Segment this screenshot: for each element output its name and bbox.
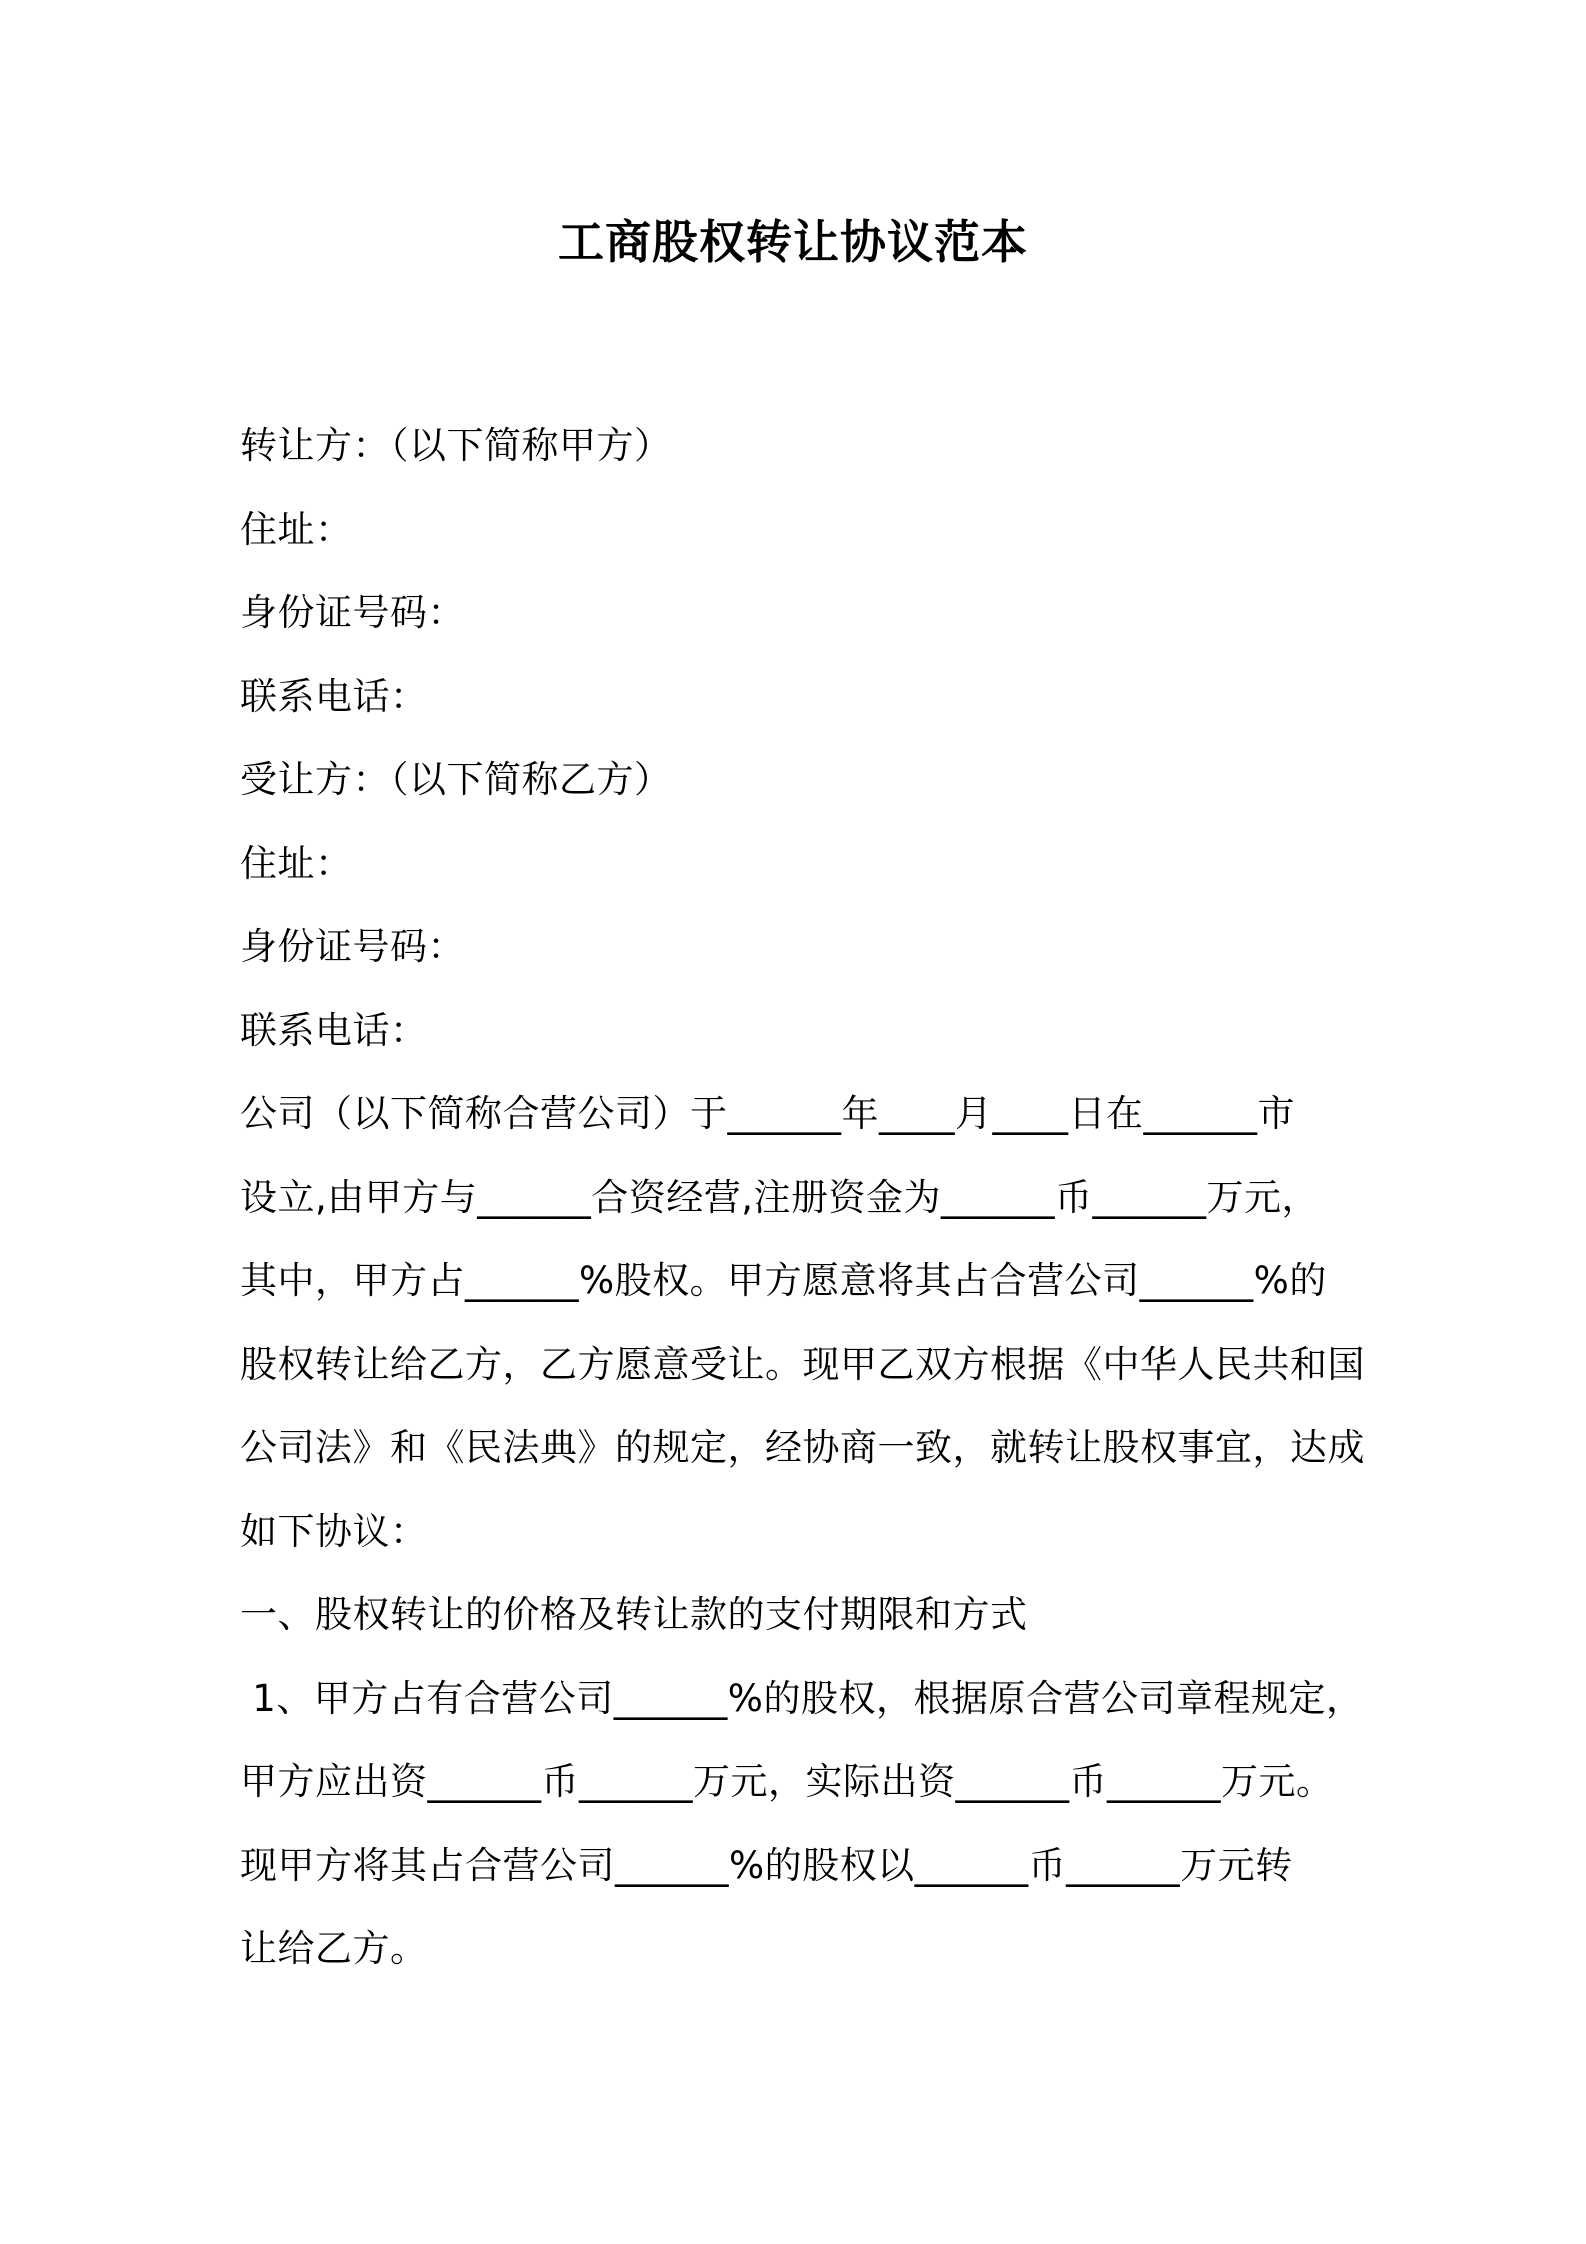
clause-line: 让给乙方。 <box>240 1927 428 1970</box>
transferee-id-line: 身份证号码： <box>240 925 465 968</box>
transferor-phone-line: 联系电话： <box>240 674 428 718</box>
clause-line: 1、甲方占有合营公司______%的股权，根据原合营公司章程规定， <box>240 1676 1364 1720</box>
paragraph-line: 设立,由甲方与______合资经营,注册资金为______币______万元， <box>240 1175 1320 1219</box>
transferor-id-line: 身份证号码： <box>240 591 465 634</box>
paragraph-line: 其中，甲方占______%股权。甲方愿意将其占合营公司______%的 <box>240 1259 1327 1302</box>
transferor-address-line: 住址： <box>240 507 353 551</box>
transferee-phone-line: 联系电话： <box>240 1008 428 1052</box>
section-heading: 一、股权转让的价格及转让款的支付期限和方式 <box>240 1593 1028 1636</box>
transferee-line: 受让方：（以下简称乙方） <box>240 758 672 801</box>
document-body <box>240 404 1365 1991</box>
paragraph-line: 公司（以下简称合营公司）于______年____月____日在______市 <box>240 1092 1295 1135</box>
clause-line: 甲方应出资______币______万元，实际出资______币______万元。 <box>240 1760 1334 1803</box>
paragraph-line: 股权转让给乙方，乙方愿意受让。现甲乙双方根据《中华人民共和国 <box>240 1342 1365 1386</box>
document-title: 工商股权转让协议范本 <box>558 215 1028 269</box>
paragraph-line: 如下协议： <box>240 1509 428 1553</box>
transferor-line: 转让方：（以下简称甲方） <box>240 424 672 467</box>
paragraph-line: 公司法》和《民法典》的规定，经协商一致，就转让股权事宜，达成 <box>240 1426 1365 1469</box>
clause-line: 现甲方将其占合营公司______%的股权以______币______万元转 <box>240 1843 1293 1887</box>
transferee-address-line: 住址： <box>240 841 353 885</box>
